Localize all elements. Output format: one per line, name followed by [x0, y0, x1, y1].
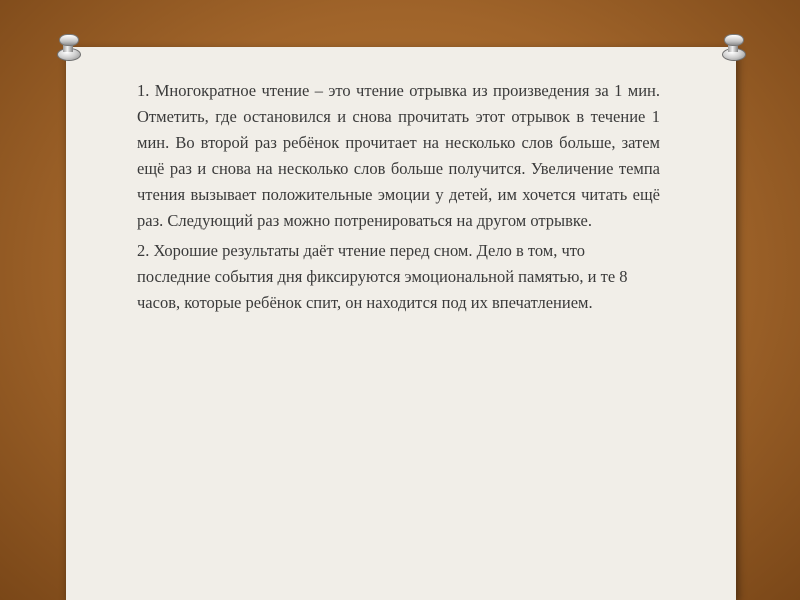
- pushpin-icon: [55, 34, 81, 60]
- pushpin-icon: [720, 34, 746, 60]
- paragraph-repeated-reading: 1. Многократное чтение – это чтение отрывка из произведения за 1 мин. Отметить, где остановился и снова прочитать этот отрывок в течение 1 мин. Во второй раз ребёнок прочитает на несколько слов больше, затем ещё раз и снова на несколько слов больше получится. Увеличение темпа чтения вызывает положительные эмоции у детей, им хочется читать ещё раз. Следующий раз можно потренироваться на другом отрывке.: [137, 81, 660, 230]
- pin-head: [724, 34, 744, 46]
- pin-head: [59, 34, 79, 46]
- slide-text-content: [137, 78, 660, 316]
- paragraph-bedtime-reading: 2. Хорошие результаты даёт чтение перед сном. Дело в том, что последние события дня фиксируются эмоциональной памятью, и те 8 часов, которые ребёнок спит, он находится под их впечатлением.: [137, 241, 628, 312]
